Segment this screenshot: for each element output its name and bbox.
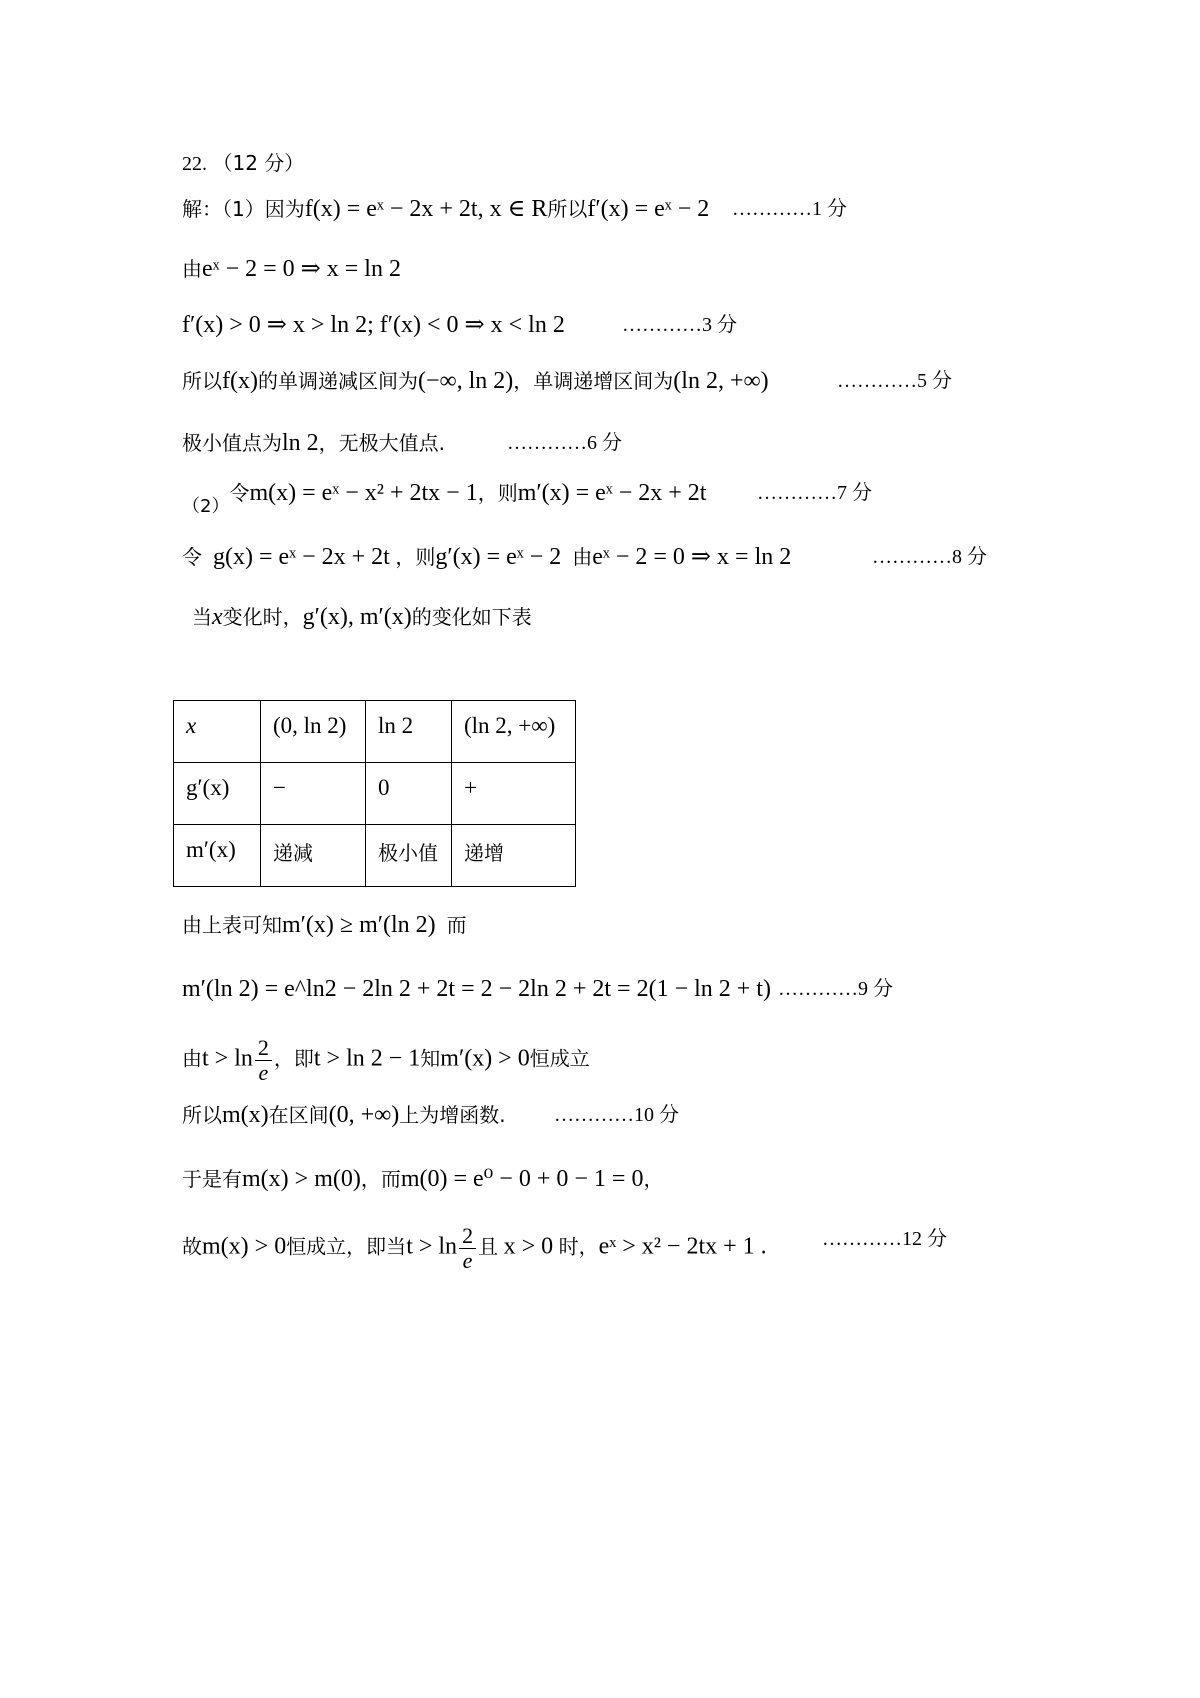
score-marker: …………5 分 (837, 370, 952, 392)
text: 故 (182, 1234, 202, 1259)
text: 变化时， (222, 605, 303, 629)
text: 于是有 (182, 1167, 242, 1191)
solution-line-4 (182, 366, 952, 396)
math: x (212, 604, 223, 630)
text: ，单调递增区间为 (513, 369, 674, 393)
text: 由 (572, 545, 593, 569)
table-cell: 递增 (452, 825, 576, 887)
score-marker: …………7 分 (757, 482, 872, 504)
math: m(x) = eˣ − x² + 2tx − 1 (249, 480, 478, 506)
table-cell: ln 2 (366, 701, 452, 763)
solution-line-9 (182, 910, 467, 940)
text: 令 (182, 545, 202, 569)
text: 在区间 (268, 1103, 329, 1127)
math: m′(x) > 0 (440, 1045, 530, 1072)
math: eˣ − 2 = 0 ⇒ x = ln 2 (202, 256, 401, 282)
math: f(x) (222, 368, 258, 394)
score-marker: …………9 分 (778, 978, 893, 1000)
text: ，即 (273, 1046, 314, 1071)
math: g(x) = eˣ − 2x + 2t (213, 544, 390, 570)
text: 所以 (182, 369, 222, 393)
score-marker: …………10 分 (554, 1104, 679, 1126)
text: 时， (558, 1234, 599, 1259)
solution-line-12 (182, 1100, 679, 1130)
math: m′(ln 2) = e^ln2 − 2ln 2 + 2t = 2 − 2ln 2 + 2t = 2(1 − ln 2 + t) (182, 976, 771, 1002)
solution-line-1 (182, 194, 847, 224)
text: 由上表可知 (182, 913, 282, 937)
math: (ln 2, +∞) (673, 368, 769, 394)
score-marker: …………6 分 (507, 432, 622, 454)
text: 所以 (182, 1103, 222, 1127)
table-cell: 极小值 (366, 825, 452, 887)
math: f′(x) > 0 ⇒ x > ln 2; f′(x) < 0 ⇒ x < ln 2 (182, 312, 565, 338)
text: 解：（1）因为 (182, 197, 305, 221)
solution-line-11 (182, 1036, 590, 1085)
text: ，而 (360, 1167, 401, 1191)
variation-table (173, 700, 576, 887)
solution-line-6 (182, 478, 872, 517)
text: 而 (446, 913, 467, 937)
math: (−∞, ln 2) (417, 368, 514, 394)
math: eˣ − 2 = 0 ⇒ x = ln 2 (592, 544, 792, 570)
row-header: x (174, 701, 261, 763)
score-marker: …………1 分 (732, 198, 847, 220)
math: t > ln (406, 1233, 458, 1260)
score-marker: …………3 分 (622, 314, 737, 336)
part-label: （2） (182, 496, 230, 517)
text: 且 (478, 1234, 499, 1259)
text: 恒成立 (529, 1046, 590, 1071)
table-cell: − (261, 763, 366, 825)
table-cell: 递减 (261, 825, 366, 887)
table-cell: + (452, 763, 576, 825)
text: ，则 (395, 545, 436, 569)
row-header: g′(x) (174, 763, 261, 825)
math: t > ln 2 − 1 (313, 1045, 421, 1072)
problem-points: （12 分） (212, 151, 305, 175)
text: 令 (229, 481, 250, 505)
problem-number: 22. (182, 153, 207, 175)
math: (0, +∞) (328, 1102, 400, 1128)
score-marker: …………12 分 (822, 1228, 947, 1250)
table-cell: (0, ln 2) (261, 701, 366, 763)
math: t > ln (202, 1045, 253, 1072)
solution-line-10 (182, 974, 893, 1004)
math: m′(x) = eˣ − 2x + 2t (517, 480, 707, 506)
text: ， (643, 1167, 664, 1191)
text: 由 (182, 1046, 202, 1071)
fraction: $\frac{2}{e}$ (255, 1036, 272, 1085)
solution-line-2 (182, 254, 401, 284)
text: 的变化如下表 (411, 605, 532, 629)
math: m′(x) ≥ m′(ln 2) (282, 912, 436, 938)
row-header: m′(x) (174, 825, 261, 887)
solution-line-13 (182, 1164, 663, 1194)
math: f′(x) = eˣ − 2 (587, 196, 710, 222)
table-row (174, 825, 576, 887)
math: m(0) = e⁰ − 0 + 0 − 1 = 0 (400, 1166, 644, 1192)
solution-line-14 (182, 1223, 947, 1273)
text: 当 (192, 605, 212, 629)
solution-line-5 (182, 428, 622, 458)
problem-heading (182, 148, 304, 179)
text: 恒成立，即当 (286, 1234, 407, 1259)
text: 的单调递减区间为 (257, 369, 418, 393)
table-row (174, 701, 576, 763)
score-marker: …………8 分 (872, 546, 987, 568)
fraction: $\frac{2}{e}$ (459, 1224, 476, 1273)
text: 上为增函数. (399, 1103, 506, 1127)
solution-line-8 (192, 602, 532, 632)
text: 极小值点为 (182, 431, 282, 455)
text: 所以 (547, 197, 588, 221)
text: 知 (420, 1046, 441, 1071)
math: f(x) = eˣ − 2x + 2t, x ∈ R (304, 196, 548, 222)
math: ln 2 (282, 430, 319, 456)
math: g′(x) = eˣ − 2 (435, 544, 562, 570)
solution-line-7 (182, 542, 987, 572)
table-cell: (ln 2, +∞) (452, 701, 576, 763)
math: m(x) > m(0) (242, 1166, 361, 1192)
solution-line-3 (182, 310, 737, 340)
table-cell: 0 (366, 763, 452, 825)
math: x > 0 (503, 1233, 554, 1260)
math: m(x) (222, 1102, 269, 1128)
math: m(x) > 0 (202, 1233, 287, 1260)
math: g′(x), m′(x) (302, 604, 412, 630)
text: ，则 (477, 481, 518, 505)
text: 由 (182, 257, 202, 281)
math: eˣ > x² − 2tx + 1 . (598, 1233, 767, 1260)
text: ，无极大值点. (318, 431, 446, 455)
table-row (174, 763, 576, 825)
